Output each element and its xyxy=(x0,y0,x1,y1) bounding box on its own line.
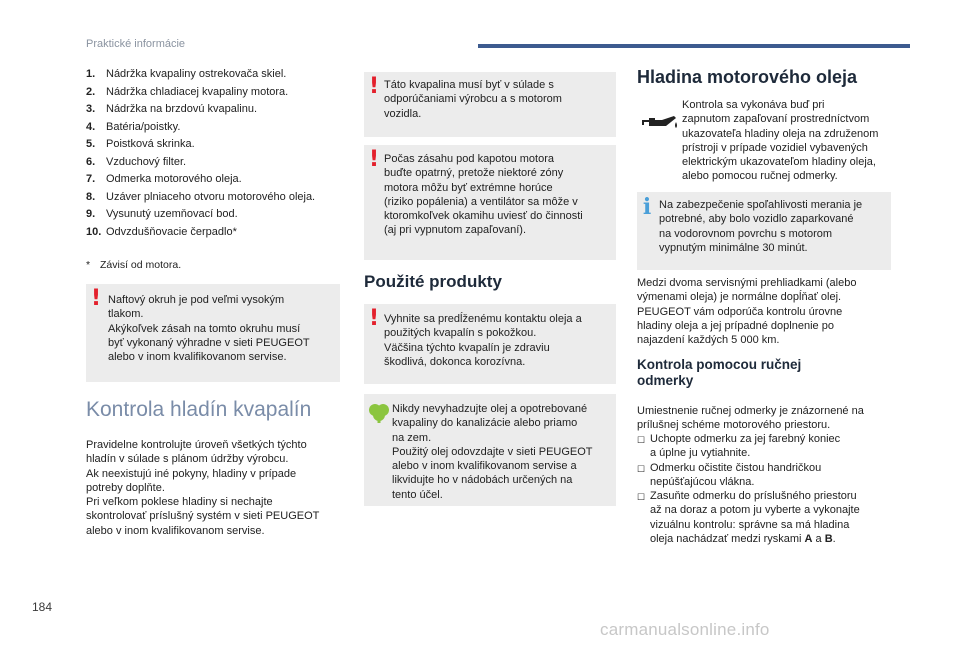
hot-engine-warning-box xyxy=(364,145,616,260)
list-item: 7. Odmerka motorového oleja. xyxy=(86,173,242,185)
eco-note-text: Nikdy nevyhadzujte olej a opotrebované kvapaliny do kanalizácie alebo priamo na zem. Použitý olej odovzdajte v sieti PEUGEOT alebo v inom kvalifikovanom servise a likvidujte ho v nádobách určených na tento účel. xyxy=(392,403,593,501)
list-item: 10. Odvzdušňovacie čerpadlo* xyxy=(86,225,237,238)
component-list xyxy=(86,66,346,241)
dipstick-text: Umiestnenie ručnej odmerky je znázornené na prílušnej schéme motorového priestoru. xyxy=(637,405,864,432)
skin-warning-text: Vyhnite sa predĺženému kontaktu oleja a použitých kvapalín s pokožkou. Väčšina týchto kvapalín je zdraviu škodlivá, dokonca korozívna. xyxy=(384,313,582,368)
hot-engine-warning-text: Počas zásahu pod kapotou motora buďte opatrný, pretože niektoré zóny motora môžu byť extrémne horúce (riziko popálenia) a ventilátor sa môže v ktoromkoľvek okamihu uviesť do činnosti (aj pri vypnutom zapaľovaní). xyxy=(384,153,583,237)
dipstick-title: Kontrola pomocou ručnej odmerky xyxy=(637,357,802,388)
oil-level-title: Hladina motorového oleja xyxy=(637,67,858,87)
diesel-warning-box xyxy=(86,284,340,382)
skin-warning-box xyxy=(364,304,616,384)
watermark: carmanualsonline.info xyxy=(600,620,770,639)
list-item: 4. Batéria/poistky. xyxy=(86,120,181,133)
dipstick-steps xyxy=(637,432,899,546)
list-item: 8. Uzáver plniaceho otvoru motorového oleja. xyxy=(86,190,316,203)
list-item: 2. Nádržka chladiacej kvapaliny motora. xyxy=(86,85,289,98)
warning-icon: ! xyxy=(368,306,380,331)
info-icon: i xyxy=(642,194,652,220)
levels-title: Kontrola hladín kvapalín xyxy=(86,398,312,421)
warning-icon: ! xyxy=(368,147,380,172)
step-item: ☐ Uchopte odmerku za jej farebný koniec a úplne ju vytiahnite. xyxy=(637,433,841,460)
list-item: 1. Nádržka kvapaliny ostrekovača skiel. xyxy=(86,68,287,80)
fluid-warning-box xyxy=(364,72,616,137)
footnote: * Závisí od motora. xyxy=(86,259,182,271)
fluid-warning-text: Táto kvapalina musí byť v súlade s odporúčaniami výrobcu a s motorom vozidla. xyxy=(384,79,562,120)
bullet-icon: ☐ xyxy=(637,463,646,474)
info-note-text: Na zabezpečenie spoľahlivosti merania je potrebné, aby bolo vozidlo zaparkované na vodorovnom povrchu s motorom vypnutým minimálne 30 minút. xyxy=(659,199,863,254)
warning-icon: ! xyxy=(90,286,102,311)
header-bar xyxy=(478,44,910,48)
step-item: ☐ Zasuňte odmerku do príslušného priestoru až na doraz a potom ju vyberte a vykonajte vizuálnu kontrolu: správne sa má hladina oleja nachádzať medzi ryskami A a B. xyxy=(637,490,860,546)
service-text: Medzi dvoma servisnými prehliadkami (alebo výmenami oleja) je normálne dopĺňať olej. PEUGEOT vám odporúča kontrolu úrovne hladiny oleja a jej prípadné doplnenie po najazdení každých 5 000 km. xyxy=(637,277,857,347)
oil-level-intro: Kontrola sa vykonáva buď pri zapnutom zapaľovaní prostredníctvom ukazovateľa hladiny oleja na združenom prístroji v prípade vozidiel vybavených elektrickým ukazovateľom hladiny oleja, alebo pomocou ručnej odmerky. xyxy=(682,99,879,183)
levels-text: Pravidelne kontrolujte úroveň všetkých týchto hladín v súlade s plánom údržby výrobcu. Ak neexistujú iné pokyny, hladiny v prípade potreby doplňte. Pri veľkom poklese hladiny si nechajte skontrolovať príslušný systém v sieti PEUGEOT alebo v inom kvalifikovanom servise. xyxy=(86,439,320,537)
list-item: 3. Nádržka na brzdovú kvapalinu. xyxy=(86,103,258,115)
eco-note-box xyxy=(364,394,616,506)
recycle-tree-icon xyxy=(368,402,390,424)
list-item: 5. Poistková skrinka. xyxy=(86,138,195,150)
bullet-icon: ☐ xyxy=(637,435,646,445)
products-title: Použité produkty xyxy=(364,272,502,291)
page-number: 184 xyxy=(32,600,53,614)
list-item: 9. Vysunutý uzemňovací bod. xyxy=(86,208,238,220)
bullet-icon: ☐ xyxy=(637,492,646,503)
section-header: Praktické informácie xyxy=(86,38,186,50)
warning-icon: ! xyxy=(368,74,380,99)
info-note-box xyxy=(637,192,891,270)
oil-can-icon xyxy=(640,112,680,134)
diesel-warning-text: Naftový okruh je pod veľmi vysokým tlakom. Akýkoľvek zásah na tomto okruhu musí byť vykonaný výhradne v sieti PEUGEOT alebo v inom kvalifikovanom servise. xyxy=(108,294,310,364)
list-item: 6. Vzduchový filter. xyxy=(86,155,187,168)
step-item: ☐ Odmerku očistite čistou handričkou nepúšťajúcou vlákna. xyxy=(637,461,822,488)
